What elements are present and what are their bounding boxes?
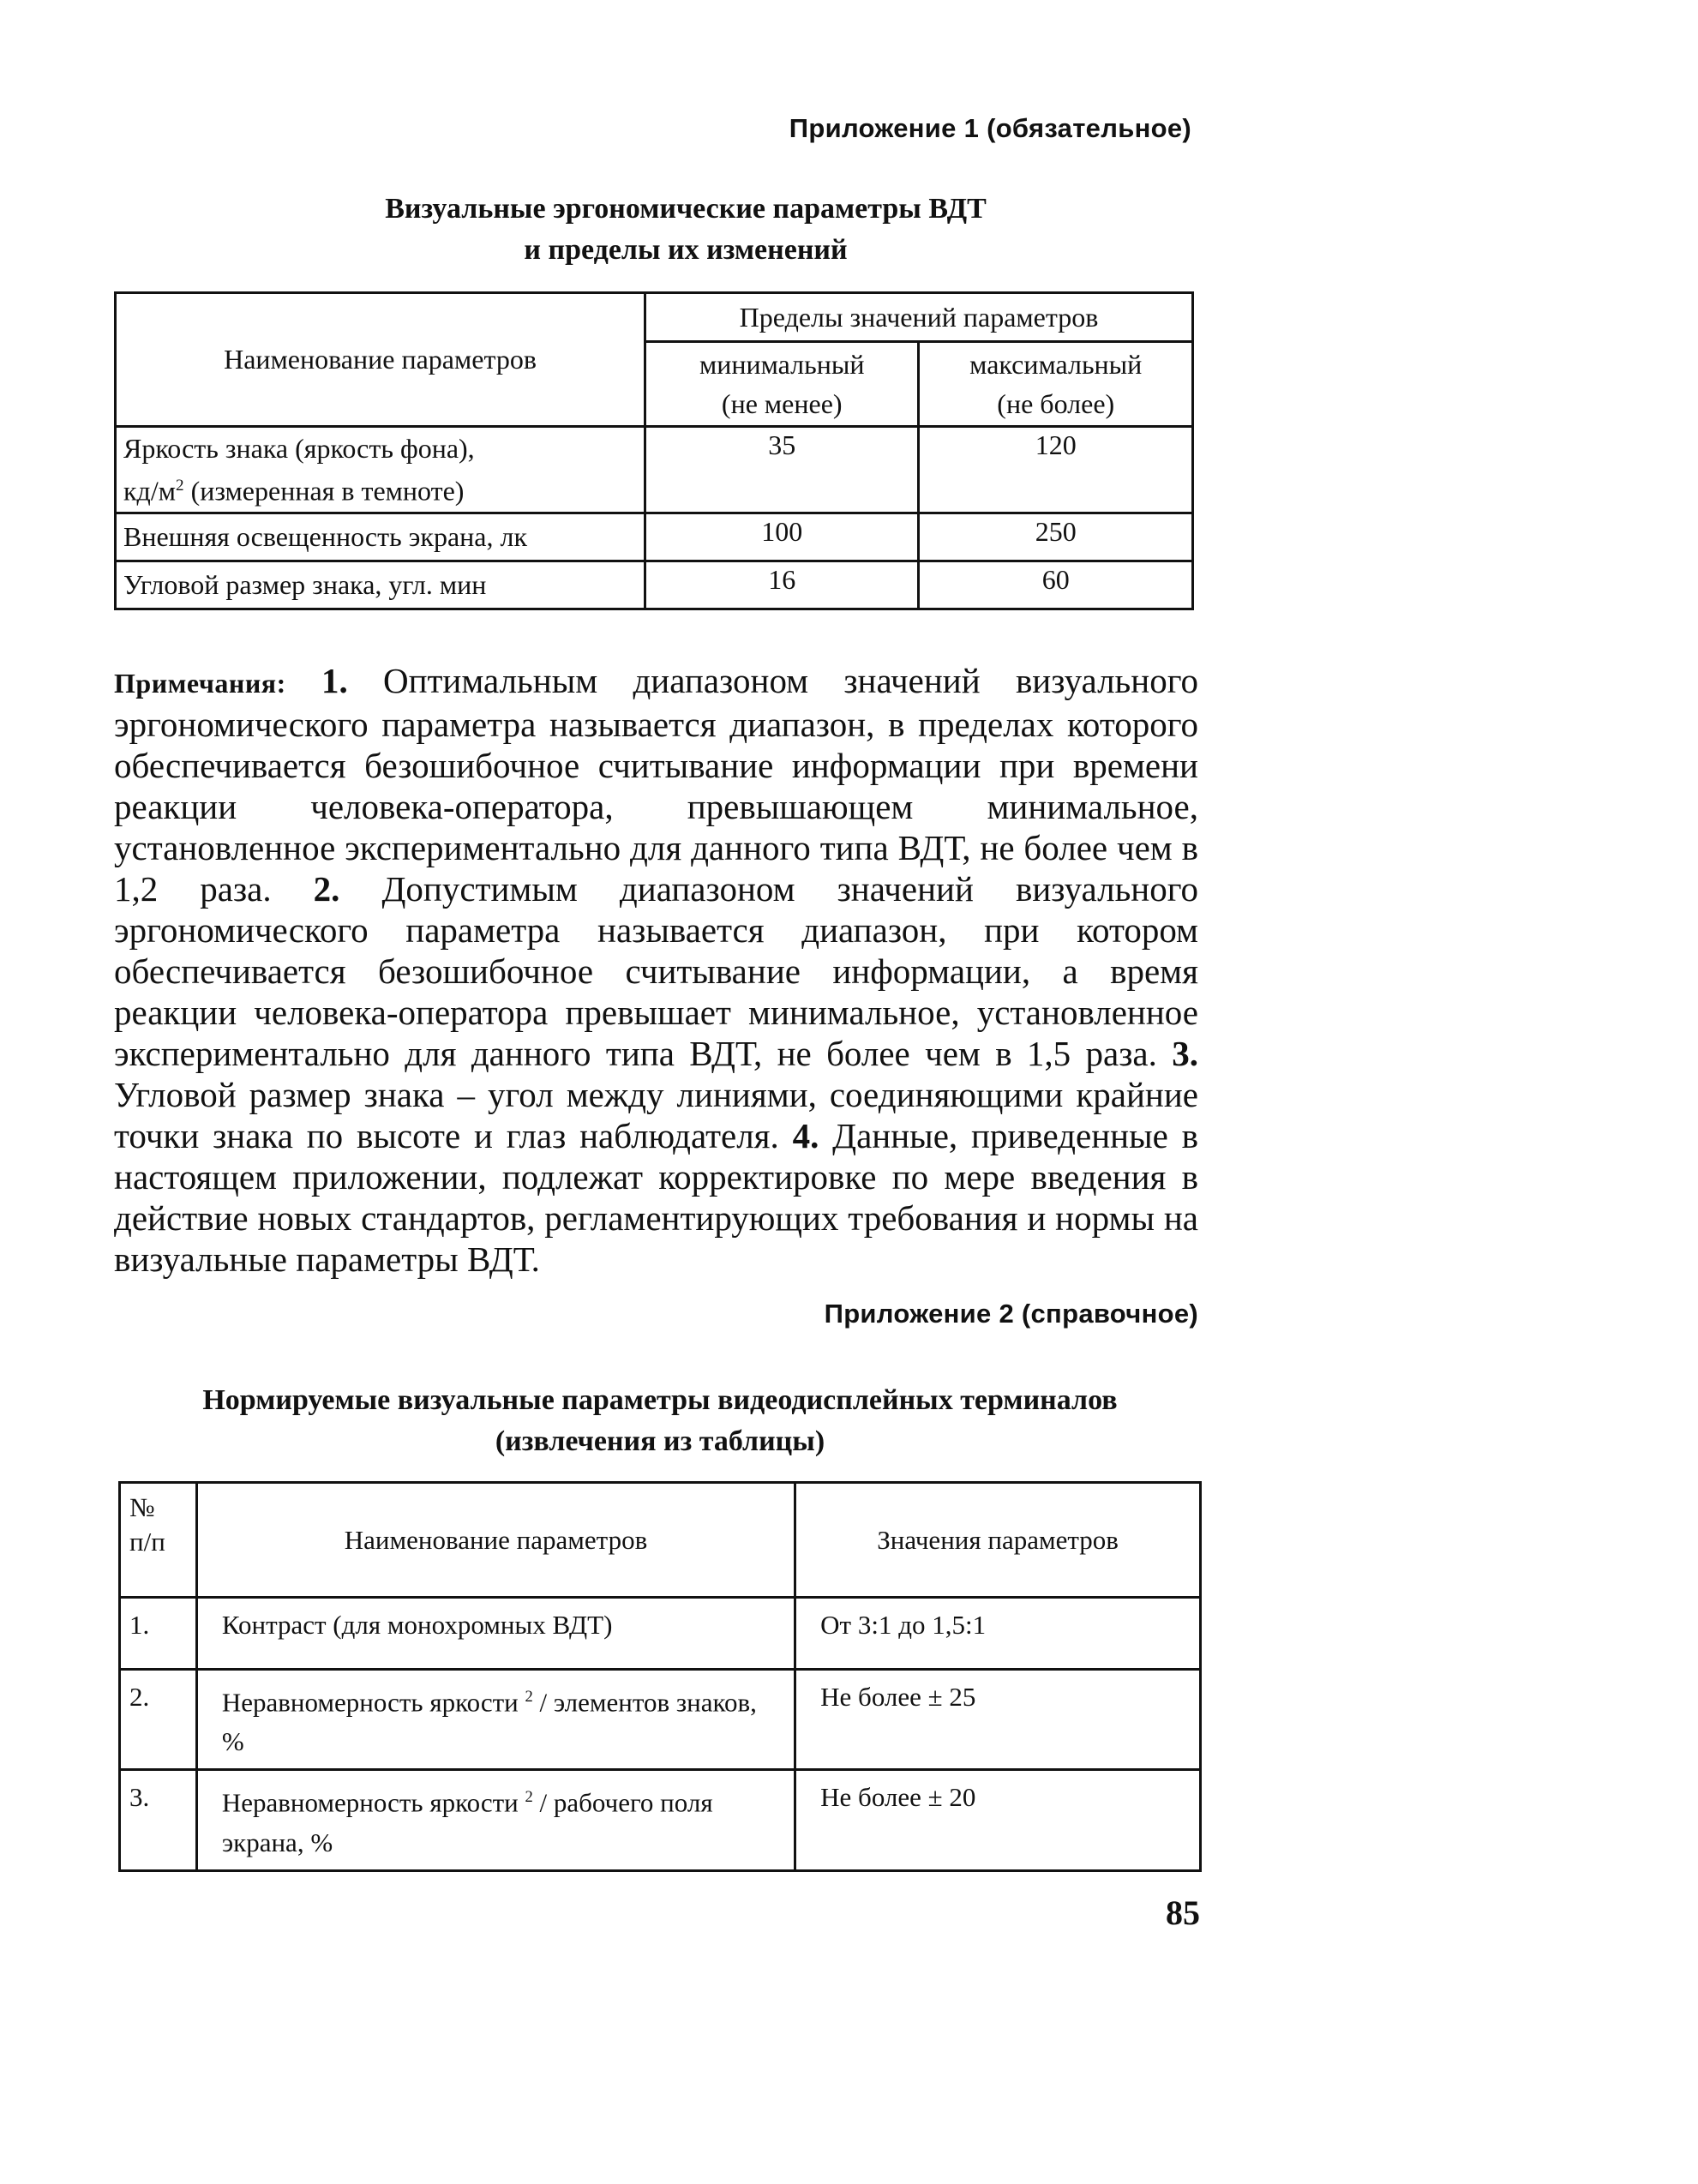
header-num-line2: п/п: [129, 1527, 165, 1557]
table-row: [120, 1670, 1201, 1770]
note-1-text: Оптимальным диапазоном значений визуального эргономического параметра называется диапазон, в пределах которого обеспечивается безошибочное считывание информации при времени реакции человека-оператора, превышающем минимальное, установленное экспериментально для данного типа ВДТ, не более чем в 1,2 раза.: [114, 661, 1198, 909]
row-param-value: От 3:1 до 1,5:1: [795, 1598, 1201, 1670]
table-row: [120, 1598, 1201, 1670]
table-row: [116, 561, 1193, 609]
appendix2-title-line2: (извлечения из таблицы): [495, 1425, 825, 1457]
note-1-num: 1.: [321, 661, 348, 700]
header-num: [120, 1483, 197, 1598]
row-param-value: Не более ± 25: [795, 1670, 1201, 1770]
table-header-row: [120, 1483, 1201, 1598]
row-min-value: 35: [645, 427, 919, 513]
note-3-text: Угловой размер знака – угол между линиями, соединяющими крайние точки знака по высоте и глаз наблюдателя.: [114, 1075, 1198, 1155]
appendix1-title-line2: и пределы их изменений: [524, 234, 848, 266]
header-num-line1: №: [129, 1492, 155, 1522]
note-2-text: Допустимым диапазоном значений визуального эргономического параметра называется диапазон, при котором обеспечивается безошибочное считывание информации, а время реакции человека-оператора превышает минимальное, установленное экспериментально для данного типа ВДТ, не более чем в 1,5 раза.: [114, 869, 1199, 1073]
row-num: 2.: [120, 1670, 197, 1770]
row-param-name-line1: Яркость знака (яркость фона),: [123, 433, 475, 464]
appendix1-title-line1: Визуальные эргономические параметры ВДТ: [385, 193, 987, 225]
appendix2-title: [120, 1380, 1200, 1462]
appendix1-label: Приложение 1 (обязательное): [789, 113, 1191, 143]
row-max-value: 250: [919, 513, 1193, 561]
appendix1-table: [114, 291, 1194, 610]
header-min-line2: (не менее): [721, 388, 843, 419]
page-number: 85: [1166, 1893, 1200, 1932]
row-param-value: Не более ± 20: [795, 1770, 1201, 1870]
row-min-value: 16: [645, 561, 919, 609]
row-param-name-line2: $кд/м^2$ (измеренная в темноте): [123, 475, 465, 507]
note-4-num: 4.: [792, 1116, 819, 1155]
row-num: 1.: [120, 1598, 197, 1670]
row-param-name: Внешняя освещенность экрана, лк: [116, 513, 645, 561]
row-param-name: Неравномерность яркости $^2$ / элементов знаков, %: [196, 1670, 795, 1770]
appendix2-table: [118, 1481, 1202, 1872]
note-4-text: Данные, приведенные в настоящем приложении, подлежат корректировке по мере введения в действие новых стандартов, регламентирующих требования и нормы на визуальные параметры ВДТ.: [114, 1116, 1198, 1279]
table-row: [116, 513, 1193, 561]
appendix2-title-line1: Нормируемые визуальные параметры видеодисплейных терминалов: [202, 1384, 1118, 1416]
row-param-name: Контраст (для монохромных ВДТ): [196, 1598, 795, 1670]
appendix1-title: [257, 189, 1114, 271]
header-param-name: Наименование параметров: [196, 1483, 795, 1598]
row-param-name: Угловой размер знака, угл. мин: [116, 561, 645, 609]
appendix2-label: Приложение 2 (справочное): [824, 1299, 1198, 1329]
header-max-line1: максимальный: [969, 349, 1143, 380]
row-num: 3.: [120, 1770, 197, 1870]
notes-paragraph: [114, 660, 1198, 1280]
header-max: [919, 342, 1193, 427]
row-param-name: Неравномерность яркости $^2$ / рабочего поля экрана, %: [196, 1770, 795, 1870]
note-2-num: 2.: [313, 869, 340, 909]
notes-label: Примечания:: [114, 668, 286, 699]
header-min-line1: минимальный: [699, 349, 865, 380]
row-min-value: 100: [645, 513, 919, 561]
row-max-value: 60: [919, 561, 1193, 609]
row-param-name: [116, 427, 645, 513]
note-3-num: 3.: [1172, 1034, 1198, 1073]
header-param-value: Значения параметров: [795, 1483, 1201, 1598]
header-param-name: Наименование параметров: [116, 293, 645, 427]
table-row: [116, 427, 1193, 513]
table-header-row: [116, 293, 1193, 342]
header-min: [645, 342, 919, 427]
header-limits: Пределы значений параметров: [645, 293, 1193, 342]
table-row: [120, 1770, 1201, 1870]
header-max-line2: (не более): [997, 388, 1115, 419]
row-max-value: 120: [919, 427, 1193, 513]
